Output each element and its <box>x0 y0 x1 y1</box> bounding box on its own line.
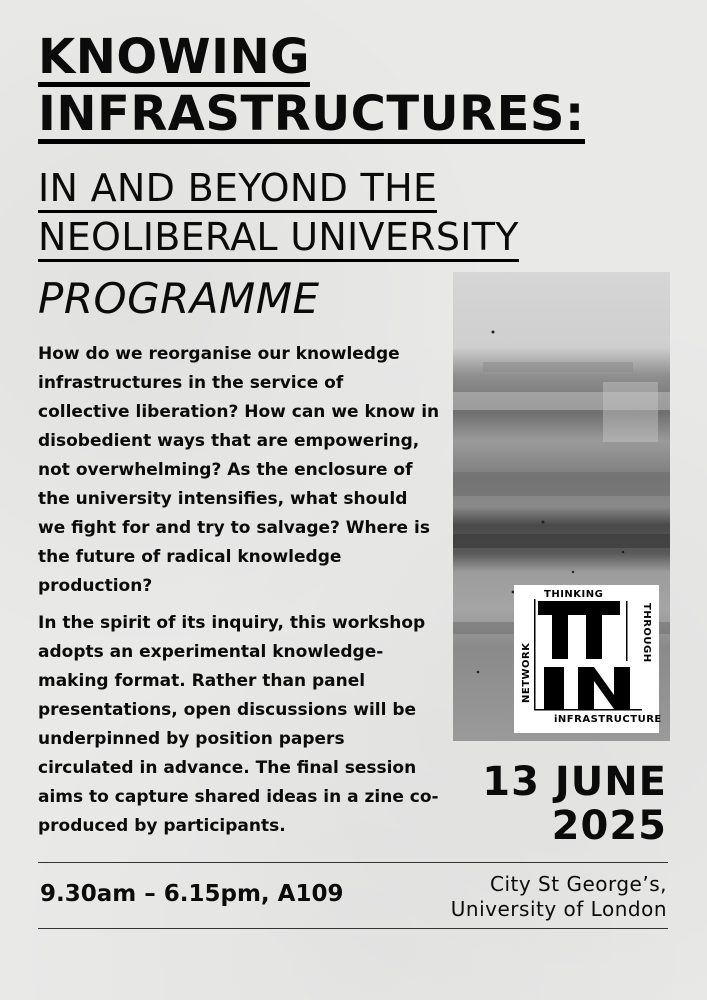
event-subtitle <box>38 166 519 264</box>
event-date <box>482 760 667 848</box>
divider-top <box>38 862 668 863</box>
logo-word-bottom: iNFRASTRUCTURE <box>554 714 662 725</box>
logo-word-right: THROUGH <box>641 603 652 663</box>
event-title-line-1: KNOWING <box>38 29 311 85</box>
time-and-room: 9.30am – 6.15pm, A109 <box>40 881 344 907</box>
event-date-day-month: 13 JUNE <box>482 759 667 805</box>
description-paragraph-2: In the spirit of its inquiry, this workshop adopts an experimental knowledge-making format. Rather than panel presentations, open discussions will be underpinned by position papers circulated in advance. The final session aims to capture shared ideas in a zine co-produced by participants. <box>38 613 439 836</box>
description-paragraph-1: How do we reorganise our knowledge infrastructures in the service of collective liberation? How can we know in disobedient ways that are empowering, not overwhelming? As the enclosure of the university intensifies, what should we fight for and try to salvage? Where is the future of radical knowledge production? <box>38 344 440 596</box>
section-label: PROGRAMME <box>38 274 320 323</box>
event-subtitle-line-1: IN AND BEYOND THE <box>38 166 437 213</box>
logo-word-left: NETWORK <box>521 642 532 703</box>
venue-line-2: University of London <box>450 897 667 921</box>
divider-bottom <box>38 928 668 929</box>
event-subtitle-line-2: NEOLIBERAL UNIVERSITY <box>38 215 519 262</box>
venue-line-1: City St George’s, <box>490 872 667 896</box>
description <box>38 340 440 849</box>
event-date-year: 2025 <box>551 803 667 849</box>
logo-word-top: THINKING <box>544 589 604 600</box>
venue <box>451 872 667 922</box>
event-title <box>38 29 585 146</box>
ttin-logo <box>514 585 662 733</box>
event-title-line-2: INFRASTRUCTURES: <box>38 86 585 142</box>
